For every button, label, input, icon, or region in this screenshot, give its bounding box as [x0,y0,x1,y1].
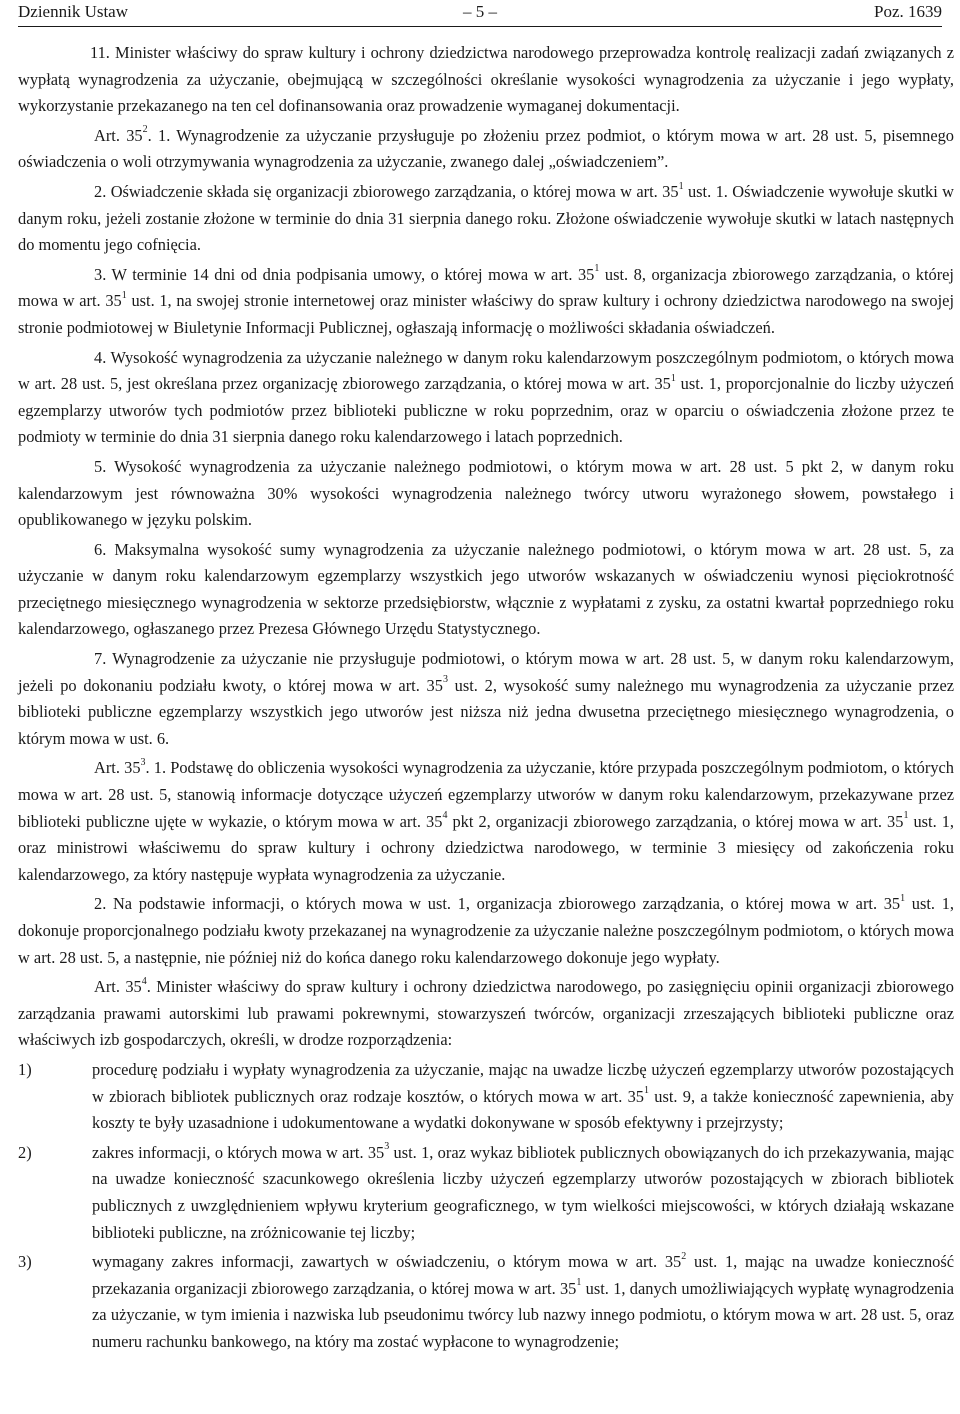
list-number: 2) [18,1142,32,1162]
list-item-2: 2) zakres informacji, o których mowa w art. $35^3$ ust. 1, oraz wykaz bibliotek publicznych obowiązanych do ich przekazywania, mając na uwadze konieczność szacunkowego określenia liczby użyczeń egzemplarzy utworów pozostających w zbiorach bibliotek publicznych z uwzględnieniem wpływu kryterium geograficznego, w tym wielkości miejscowości, w których działają wskazane biblioteki publiczne, na zróżnicowanie tej liczby; [18,1141,954,1242]
document-body [18,40,954,1359]
art-35-2-ust-4: 4. Wysokość wynagrodzenia za użyczanie należnego w danym roku kalendarzowym poszczególnym podmiotom, o których mowa w art. 28 ust. 5, jest określana przez organizację zbiorowego zarządzania, o której mowa w art. $35^1$ ust. 1, proporcjonalnie do liczby użyczeń egzemplarzy utworów tych podmiotów przez biblioteki publiczne w roku poprzednim, oraz w oparciu o oświadczenia złożone przez te podmioty w terminie do dnia 31 sierpnia danego roku kalendarzowego i latach poprzednich. [18,347,954,447]
art-35-3-ust-2: 2. Na podstawie informacji, o których mowa w ust. 1, organizacja zbiorowego zarządzania, o której mowa w art. $35^1$ ust. 1, dokonuje proporcjonalnego podziału kwoty przekazanej na wynagrodzenie za użyczanie należne poszczególnym podmiotom, o których mowa w art. 28 ust. 5, a następnie, nie później niż do końca danego roku kalendarzowego dokonuje jego wypłaty. [18,892,954,967]
art-35-2-ust-2: 2. Oświadczenie składa się organizacji zbiorowego zarządzania, o której mowa w art. $35^1$ ust. 1. Oświadczenie wywołuje skutki w danym roku, jeżeli zostanie złożone w terminie do dnia 31 sierpnia danego roku. Złożone oświadczenie wywołuje skutki w latach następnych do momentu jego cofnięcia. [18,180,954,255]
page-number: – 5 – [463,2,497,21]
art-35-3-ust-1: Art. $35^3$. 1. Podstawę do obliczenia wysokości wynagrodzenia za użyczanie, które przypada poszczególnym podmiotom, o których mowa w art. 28 ust. 5, stanowią informacje dotyczące użyczeń egzemplarzy utworów w danym roku kalendarzowym, przekazywane przez biblioteki publiczne ujęte w wykazie, o którym mowa w art. $35^4$ pkt 2, organizacji zbiorowego zarządzania, o której mowa w art. $35^1$ ust. 1, oraz ministrowi właściwemu do spraw kultury i ochrony dziedzictwa narodowego, w terminie 3 miesięcy od zakończenia roku kalendarzowego, za który następuje wypłata wynagrodzenia za użyczanie. [18,756,955,884]
header-rule [18,26,942,27]
page-header [18,0,942,24]
list-item-3: 3) wymagany zakres informacji, zawartych w oświadczeniu, o którym mowa w art. $35^2$ ust. 1, mając na uwadze konieczność przekazania organizacji zbiorowego zarządzania, o której mowa w art. $35^1$ ust. 1, danych umożliwiających wypłatę wynagrodzenia za użyczanie, w tym imienia i nazwiska lub pseudonimu twórcy lub nazwy innego podmiotu, o którym mowa w art. 28 ust. 5, oraz numeru rachunku bankowego, na który ma zostać wypłacone to wynagrodzenie; [18,1250,954,1351]
list-number: 3) [18,1252,32,1272]
art-35-2-ust-3: 3. W terminie 14 dni od dnia podpisania umowy, o której mowa w art. $35^1$ ust. 8, organizacja zbiorowego zarządzania, o której mowa w art. $35^1$ ust. 1, na swojej stronie internetowej oraz minister właściwy do spraw kultury i ochrony dziedzictwa narodowego na swojej stronie podmiotowej w Biuletynie Informacji Publicznej, ogłaszają informację o możliwości składania oświadczeń. [18,263,954,337]
art-35-2-ust-6: 6. Maksymalna wysokość sumy wynagrodzenia za użyczanie należnego podmiotowi, o którym mowa w art. 28 ust. 5, za użyczanie w danym roku kalendarzowym egzemplarzy wszystkich jego utworów wskazanych w oświadczeniu wynosi pięciokrotność przeciętnego miesięcznego wynagrodzenia w sektorze przedsiębiorstw, włącznie z wypłatami z zysku, za ostatni kwartał poprzedniego roku kalendarzowego, ogłaszanego przez Prezesa Głównego Urzędu Statystycznego. [18,539,954,639]
art-35-2-ust-5: 5. Wysokość wynagrodzenia za użyczanie należnego podmiotowi, o którym mowa w art. 28 ust. 5 pkt 2, w danym roku kalendarzowym jest równoważna 30% wysokości wynagrodzenia należnego twórcy utworu wyrażonego słowem, powstałego i opublikowanego w języku polskim. [18,456,954,530]
art-35-4-intro: Art. $35^4$. Minister właściwy do spraw kultury i ochrony dziedzictwa narodowego, po zasięgnięciu opinii organizacji zbiorowego zarządzania prawami autorskimi lub prawami pokrewnymi, stowarzyszeń twórców, organizacji zrzeszających biblioteki publiczne oraz właściwych izb gospodarczych, określi, w drodze rozporządzenia: [18,975,954,1050]
paragraph-11: 11. Minister właściwy do spraw kultury i ochrony dziedzictwa narodowego przeprowadza kontrolę realizacji zadań związanych z wypłatą wynagrodzenia za użyczanie, obejmującą w szczególności określanie wysokości wynagrodzenia za użyczanie i jego wypłaty, wykorzystanie przekazanego na ten cel dofinansowania oraz prowadzenie wymaganej dokumentacji. [18,43,954,116]
list-item-1: 1) procedurę podziału i wypłaty wynagrodzenia za użyczanie, mając na uwadze liczbę użyczeń egzemplarzy utworów pozostających w zbiorach bibliotek publicznych oraz rodzaje kosztów, o których mowa w art. $35^1$ ust. 9, a także konieczność zapewnienia, aby koszty te były uzasadnione i udokumentowane a wydatki dokonywane w sposób efektywny i przejrzysty; [18,1057,954,1137]
art-35-2-ust-1: Art. $35^2$. 1. Wynagrodzenie za użyczanie przysługuje po złożeniu przez podmiot, o którym mowa w art. 28 ust. 5, pisemnego oświadczenia o woli otrzymywania wynagrodzenia za użyczanie, zwanego dalej „oświadczeniem”. [18,124,954,172]
journal-title: Dziennik Ustaw [18,2,129,21]
position-number: Poz. 1639 [874,2,942,21]
art-35-2-ust-7: 7. Wynagrodzenie za użyczanie nie przysługuje podmiotowi, o którym mowa w art. 28 ust. 5, w danym roku kalendarzowym, jeżeli po dokonaniu podziału kwoty, o której mowa w art. $35^3$ ust. 2, wysokość sumy należnego mu wynagrodzenia za użyczanie przez biblioteki publiczne egzemplarzy wszystkich jego utworów jest niższa niż jedna dwusetna przeciętnego miesięcznego wynagrodzenia, o którym mowa w ust. 6. [18,649,954,748]
list-number: 1) [18,1059,32,1079]
